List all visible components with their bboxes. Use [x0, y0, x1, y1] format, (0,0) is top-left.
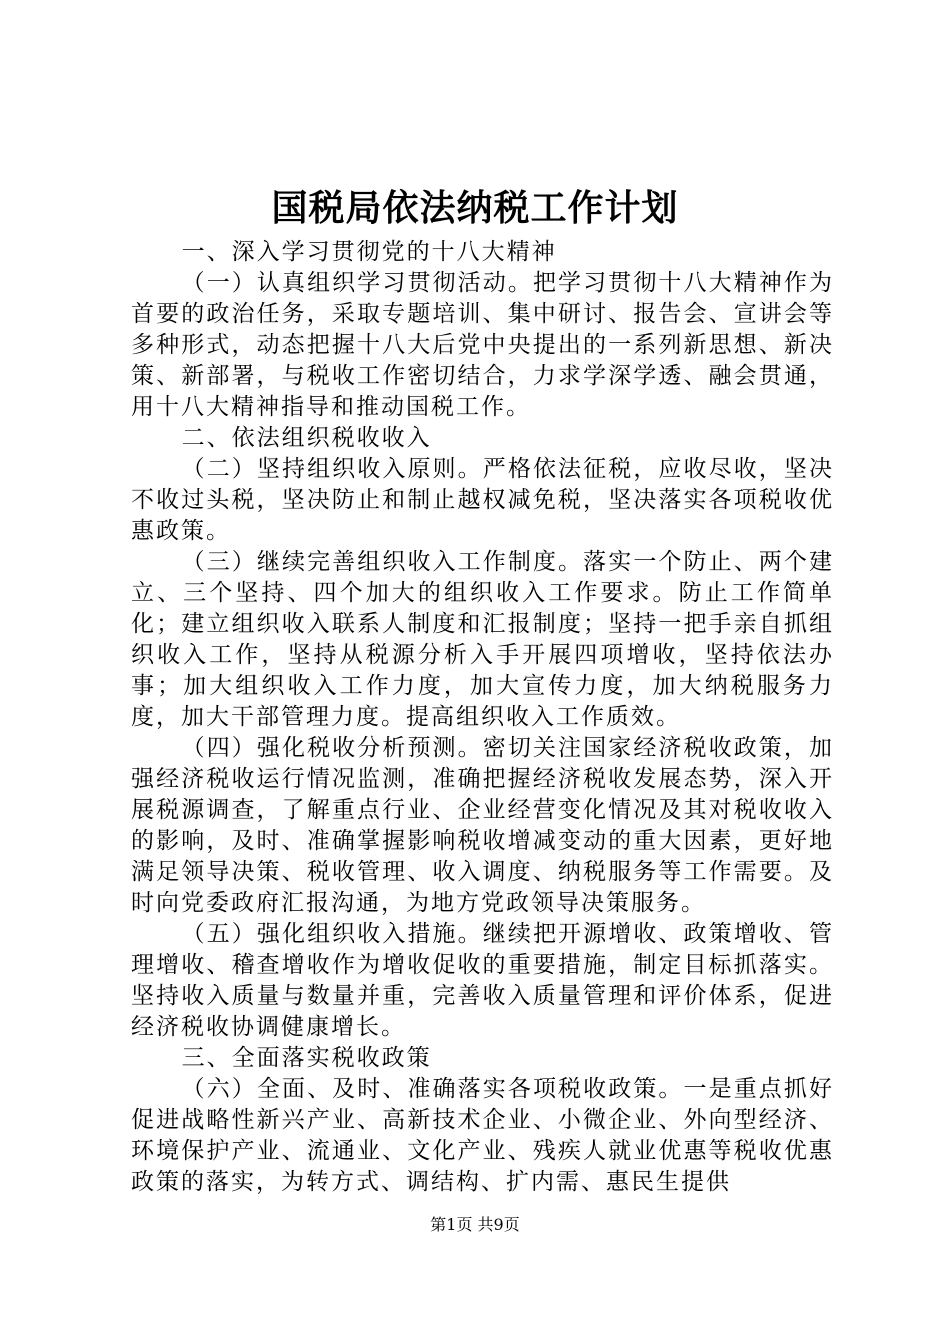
section-heading-2: 二、依法组织税收收入: [181, 425, 432, 451]
page-number-footer: 第1页 共9页: [430, 1215, 520, 1234]
paragraph-6: （六）全面、及时、准确落实各项税收政策。一是重点抓好促进战略性新兴产业、高新技术企业、小微企业、外向型经济、环境保护产业、流通业、文化产业、残疾人就业优惠等税收优惠政策的落实，为转方式、调结构、扩内需、惠民生提供: [131, 1076, 834, 1195]
paragraph-4: （四）强化税收分析预测。密切关注国家经济税收政策，加强经济税收运行情况监测，准确把握经济税收发展态势，深入开展税源调查，了解重点行业、企业经营变化情况及其对税收收入的影响，及时、准确掌握影响税收增减变动的重大因素，更好地满足领导决策、税收管理、收入调度、纳税服务等工作需要。及时向党委政府汇报沟通，为地方党政领导决策服务。: [131, 735, 834, 916]
section-heading-3: 三、全面落实税收政策: [181, 1045, 432, 1071]
section-heading-1: 一、深入学习贯彻党的十八大精神: [181, 239, 557, 265]
document-title: 国税局依法纳税工作计划: [271, 187, 679, 229]
paragraph-1: （一）认真组织学习贯彻活动。把学习贯彻十八大精神作为首要的政治任务，采取专题培训、集中研讨、报告会、宣讲会等多种形式，动态把握十八大后党中央提出的一系列新思想、新决策、新部署，与税收工作密切结合，力求学深学透、融会贯通，用十八大精神指导和推动国税工作。: [131, 270, 834, 420]
document-body: [131, 237, 834, 1198]
paragraph-5: （五）强化组织收入措施。继续把开源增收、政策增收、管理增收、稽查增收作为增收促收的重要措施，制定目标抓落实。坚持收入质量与数量并重，完善收入质量管理和评价体系，促进经济税收协调健康增长。: [131, 921, 834, 1040]
paragraph-3: （三）继续完善组织收入工作制度。落实一个防止、两个建立、三个坚持、四个加大的组织收入工作要求。防止工作简单化；建立组织收入联系人制度和汇报制度；坚持一把手亲自抓组织收入工作，坚持从税源分析入手开展四项增收，坚持依法办事；加大组织收入工作力度，加大宣传力度，加大纳税服务力度，加大干部管理力度。提高组织收入工作质效。: [131, 549, 834, 730]
paragraph-2: （二）坚持组织收入原则。严格依法征税，应收尽收，坚决不收过头税，坚决防止和制止越权减免税，坚决落实各项税收优惠政策。: [131, 456, 834, 544]
